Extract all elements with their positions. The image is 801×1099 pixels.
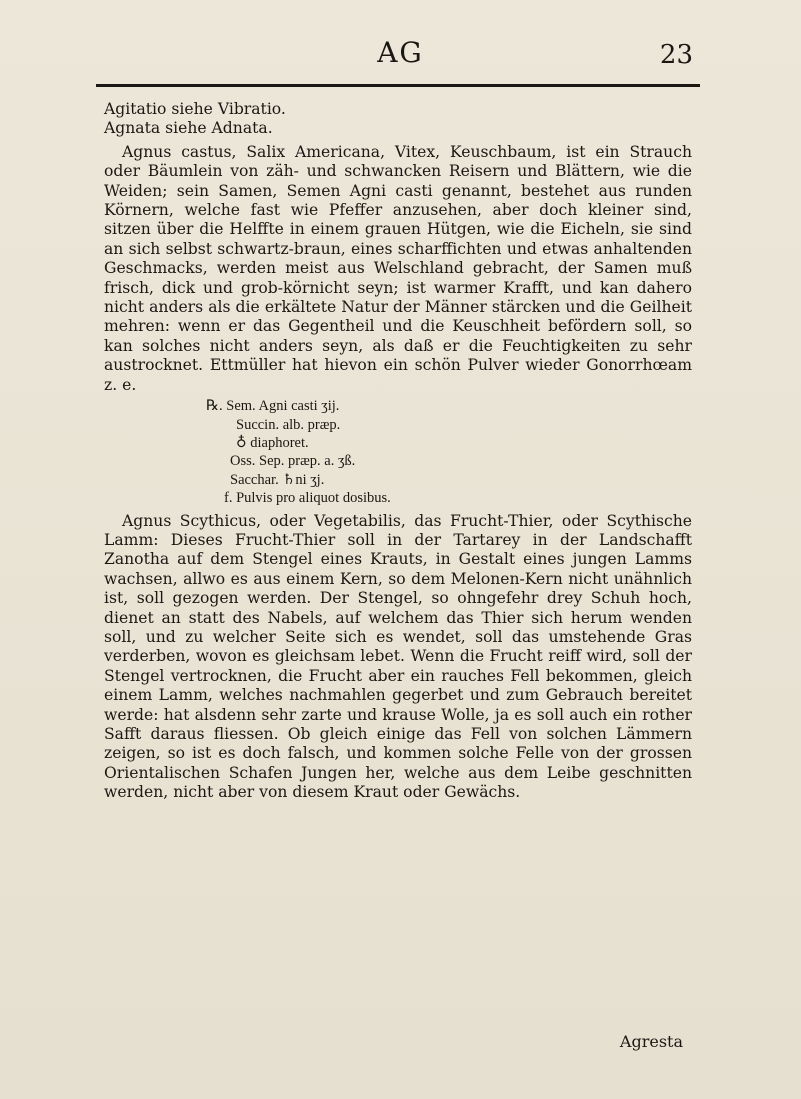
recipe-line: ℞. Sem. Agni casti ʒij. xyxy=(206,398,340,415)
page-body xyxy=(104,100,692,803)
entry-agnata: Agnata siehe Adnata. xyxy=(104,119,273,138)
recipe-block xyxy=(206,397,692,507)
catchword: Agresta xyxy=(619,1032,683,1051)
recipe-line: Succin. alb. præp. xyxy=(236,416,341,433)
page-number: 23 xyxy=(659,40,693,70)
recipe-line: f. Pulvis pro aliquot dosibus. xyxy=(224,490,391,507)
header-rule xyxy=(96,84,700,87)
entry-agnus-scythicus: Agnus Scythicus, oder Vegetabilis, das Frucht-Thier, oder Scythische Lamm: Dieses Frucht-Thier soll in der Tartarey in der Landschafft Zanotha auf dem Stengel eines Krauts, in Gestalt eines jungen Lamms wachsen, allwo es aus einem Kern, so dem Melonen-Kern nicht unähnlich ist, soll gezogen werden. Der Stengel, so ohngefehr drey Schuh hoch, dienet an statt des Nabels, auf welchem das Thier sich herum wenden soll, und zu welcher Seite sich es wendet, soll das umstehende Gras verderben, wovon es gleichsam lebet. Wenn die Frucht reiff wird, soll der Stengel vertrocknen, die Frucht aber ein rauches Fell bekommen, gleich einem Lamm, welches nachmahlen gegerbet und zum Gebrauch bereitet werde: hat alsdenn sehr zarte und krause Wolle, ja es soll auch ein rother Safft daraus fliessen. Ob gleich einige das Fell von solchen Lämmern zeigen, so ist es doch falsch, und kommen solche Felle von der grossen Orientalischen Schafen Jungen her, welche aus dem Leibe geschnitten werden, nicht aber von diesem Kraut oder Gewächs. xyxy=(104,511,692,802)
running-head: AG xyxy=(377,36,424,69)
entry-agnus-castus: Agnus castus, Salix Americana, Vitex, Keuschbaum, ist ein Strauch oder Bäumlein von zäh- und schwancken Reisern und Blättern, wie die Weiden; sein Samen, Semen Agni casti genannt, bestehet aus runden Körnern, welche fast wie Pfeffer anzusehen, aber doch kleiner sind, sitzen über die Helffte in einem grauen Hütgen, wie die Eicheln, sie sind an sich selbst schwartz-braun, eines scharffichten und etwas anhaltenden Geschmacks, werden meist aus Welschland gebracht, der Samen muß frisch, dick und grob-körnicht seyn; ist warmer Krafft, und kan dahero nicht anders als die erkältete Natur der Männer stärcken und die Geilheit mehren: wenn er das Gegentheil und die Keuschheit befördern soll, so kan solches nicht anders seyn, als daß er die Feuchtigkeiten zu sehr austrocknet. Ettmüller hat hievon ein schön Pulver wieder Gonorrhœam z. e. xyxy=(104,142,692,394)
recipe-line: Oss. Sep. præp. a. ʒß. xyxy=(230,453,356,470)
recipe-line: ♁ diaphoret. xyxy=(236,434,309,451)
recipe-line: Sacchar. ♄ni ʒj. xyxy=(230,471,325,488)
entry-agitatio: Agitatio siehe Vibratio. xyxy=(104,100,286,118)
